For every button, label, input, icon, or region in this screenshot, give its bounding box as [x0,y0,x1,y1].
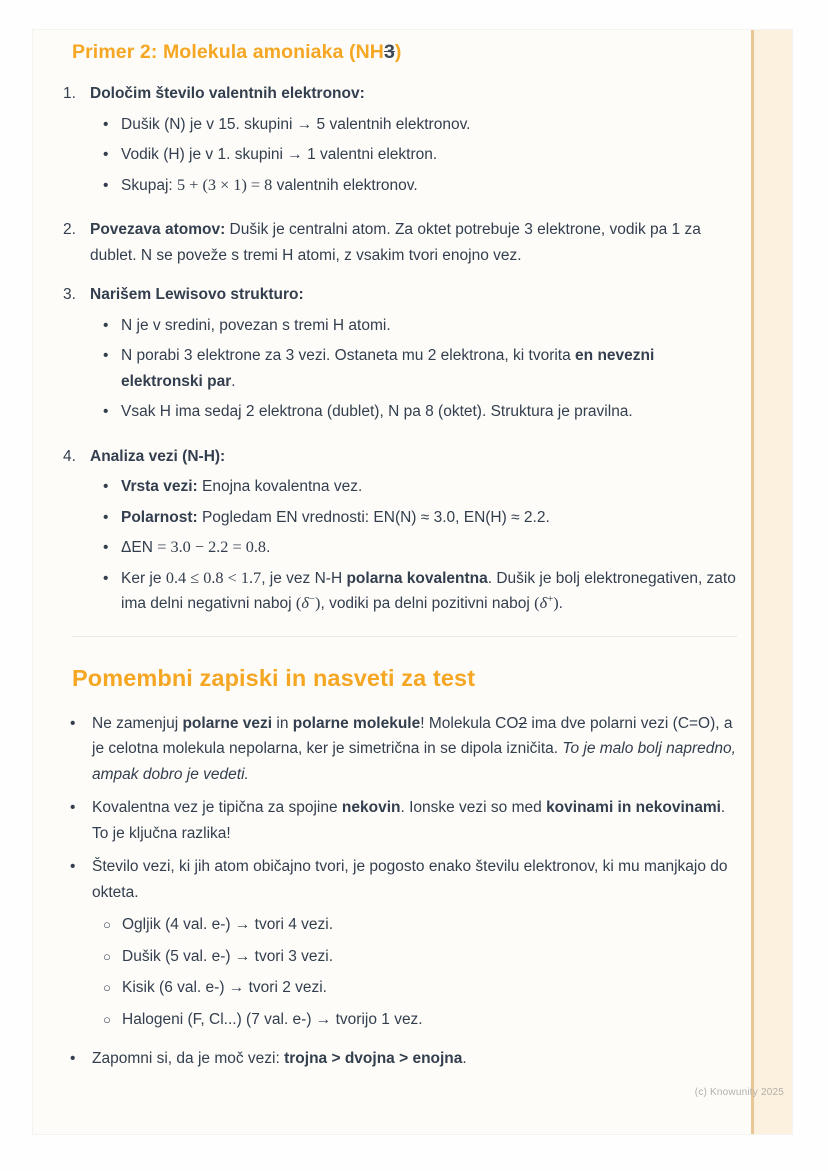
bullet-text [121,566,737,617]
text-segment: 2 [518,714,528,732]
note-item [70,1046,737,1072]
text-segment: kovinami in nekovinami [546,799,721,816]
text-segment: Pogledam EN vrednosti: EN(N) ≈ 3.0, EN(H) ≈ 2.2. [197,508,550,526]
bullet-text [121,343,737,394]
note-body [92,1046,737,1072]
bullet-item [103,313,737,339]
text-segment: δ [301,594,309,612]
text-segment: Primer 2: Molekula amoniaka (NH [72,41,384,63]
bullet-list [90,313,737,425]
item-text [90,217,737,268]
text-segment: Ne zamenjuj [92,714,183,732]
bullet-item [103,566,737,617]
text-segment: Dušik je centralni atom. Za oktet potrebuje 3 elektrone, vodik pa 1 za dublet. N se poveže s tremi H atomi, z vsakim tvori enojno vez. [90,221,701,264]
bullet-item [103,399,737,425]
document-page [33,30,792,1134]
bullet-item [103,535,737,561]
bullet-marker: • [103,539,109,556]
text-segment: Število vezi, ki jih atom običajno tvori, je pogosto enako številu elektronov, ki mu manjkajo do okteta. [92,858,728,901]
sub-item-text [122,975,737,1001]
text-segment: ( [295,594,302,612]
text-segment: . To je ključna razlika! [92,799,726,842]
bullet-text [121,112,737,138]
text-segment: 0.4 ≤ 0.8 < 1.7 [165,568,262,587]
note-text [92,711,737,788]
text-segment: N je v sredini, povezan s tremi H atomi. [121,316,391,334]
sub-item [103,912,737,938]
text-segment: To je malo bolj napredno, ampak dobro je vedeti. [92,740,736,783]
text-segment: 5 + (3 × 1) = 8 [177,175,273,194]
ordered-item [63,282,737,430]
item-number: 1. [63,85,76,102]
text-segment: Enojna kovalentna vez. [197,478,363,495]
text-segment: trojna > dvojna > enojna [284,1050,463,1067]
note-text [92,1046,737,1072]
text-segment: Skupaj: [121,176,178,194]
text-segment: Vrsta vezi: [121,478,198,495]
text-segment: Dušik (5 val. e-) → tvori 3 vezi. [122,947,334,965]
item-text [90,282,737,308]
bullet-text [121,142,737,168]
bullet-marker: • [103,347,109,364]
bullet-marker: • [103,508,109,526]
note-body [92,795,737,846]
item-body [90,81,737,203]
circle-bullet-marker: ○ [103,1011,111,1027]
circle-bullet-marker: ○ [103,917,111,932]
bullet-marker: • [103,146,109,163]
ordered-item [63,81,737,203]
text-segment: Povezava atomov: [90,221,226,238]
text-segment: . [231,372,236,390]
text-segment: Ker je [121,569,166,587]
bullet-list [90,112,737,199]
sub-item-text [122,912,737,938]
text-segment: Polarnost: [121,508,198,526]
text-segment: Kisik (6 val. e-) → tvori 2 vezi. [122,979,327,996]
page-content [33,30,792,1072]
note-text [92,795,737,846]
ordered-item [63,217,737,268]
text-segment: , je vez N-H [261,569,347,587]
ordered-item [63,444,737,622]
bullet-marker: • [70,799,76,816]
item-body [90,282,737,430]
text-segment: − [308,592,316,605]
bullet-marker: • [103,403,109,420]
note-item [70,854,737,1038]
circle-bullet-marker: ○ [103,948,111,964]
text-segment: + [547,592,554,605]
sub-bullet-list [92,912,737,1032]
watermark: (c) Knowunity 2025 [694,1087,784,1098]
bullet-marker: • [103,176,109,194]
bullet-marker: • [70,714,76,732]
sub-item [103,944,737,970]
bullet-marker: • [103,115,109,133]
text-segment: ) [553,594,559,612]
bullet-text [121,173,737,199]
bullet-text [121,474,737,500]
text-segment: . Ionske vezi so med [400,799,547,816]
heading-primer-2 [72,38,737,66]
text-segment: polarne molekule [292,714,421,732]
text-segment: Analiza vezi (N-H): [90,447,226,465]
text-segment: polarne vezi [182,714,273,732]
text-segment: Zapomni si, da je moč vezi: [92,1050,285,1067]
heading-pomembni-zapiski [72,663,737,693]
note-item [70,711,737,788]
text-segment: Narišem Lewisovo strukturo: [90,286,304,303]
bullet-text [121,313,737,339]
text-segment: Vsak H ima sedaj 2 elektrona (dublet), N pa 8 (oktet). Struktura je pravilna. [121,403,633,420]
text-segment: Pomembni zapiski in nasveti za test [72,664,476,691]
note-body [92,711,737,788]
text-segment: . [266,539,271,556]
text-segment: 3 [383,41,395,63]
item-number: 3. [63,286,76,303]
bullet-text [121,535,737,561]
bullet-item [103,343,737,394]
bullet-marker: • [70,858,76,875]
text-segment: ) [315,594,321,612]
bullet-text [121,505,737,531]
text-segment: Kovalentna vez je tipična za spojine [92,799,342,816]
text-segment: N porabi 3 elektrone za 3 vezi. Ostaneta mu 2 elektrona, ki tvorita [121,347,576,364]
item-text [90,81,737,107]
text-segment: ΔEN [121,539,158,556]
section-divider [72,636,737,637]
sub-item [103,975,737,1001]
note-body [92,854,737,1038]
bullet-marker: • [103,569,109,587]
text-segment: . Dušik je bolj elektronegativen, zato ima delni negativni naboj [121,569,736,612]
text-segment: valentnih elektronov. [272,176,418,194]
text-segment: en nevezni elektronski par [121,347,655,390]
bullet-text [121,399,737,425]
bullet-marker: • [70,1050,76,1067]
text-segment: . [462,1050,467,1067]
text-segment: nekovin [341,799,401,816]
text-segment: δ [539,594,548,612]
bullet-item [103,112,737,138]
text-segment: Dušik (N) je v 15. skupini → 5 valentnih elektronov. [121,115,471,133]
bullet-marker: • [103,316,109,334]
ordered-list [63,81,737,622]
bullet-item [103,142,737,168]
bullet-item [103,474,737,500]
text-segment: ! Molekula CO [420,714,519,732]
bullet-item [103,505,737,531]
bullet-list [90,474,737,617]
text-segment: Halogeni (F, Cl...) (7 val. e-) → tvorijo 1 vez. [122,1010,423,1028]
item-text [90,444,737,470]
item-number: 4. [63,447,76,465]
text-segment: , vodiki pa delni pozitivni naboj [320,595,535,612]
text-segment: ima dve polarni vezi (C=O), a je celotna molekula nepolarna, ker je simetrična in se dipola izničita. [92,714,733,757]
text-segment: polarna kovalentna [346,569,488,587]
notes-list [72,711,737,1072]
item-body [90,217,737,268]
circle-bullet-marker: ○ [103,980,111,995]
text-segment: Ogljik (4 val. e-) → tvori 4 vezi. [122,916,334,933]
item-number: 2. [63,221,76,238]
text-segment: ( [534,594,540,612]
note-text [92,854,737,905]
item-body [90,444,737,622]
sub-item-text [122,1007,737,1033]
text-segment: ) [394,41,402,63]
sub-item-text [122,944,737,970]
text-segment: = 3.0 − 2.2 = 0.8 [157,538,267,556]
sub-item [103,1007,737,1033]
bullet-item [103,173,737,199]
text-segment: Vodik (H) je v 1. skupini → 1 valentni elektron. [121,146,438,163]
note-item [70,795,737,846]
text-segment: . [558,595,563,612]
bullet-marker: • [103,478,109,495]
text-segment: Določim število valentnih elektronov: [90,85,365,102]
text-segment: in [272,714,293,732]
